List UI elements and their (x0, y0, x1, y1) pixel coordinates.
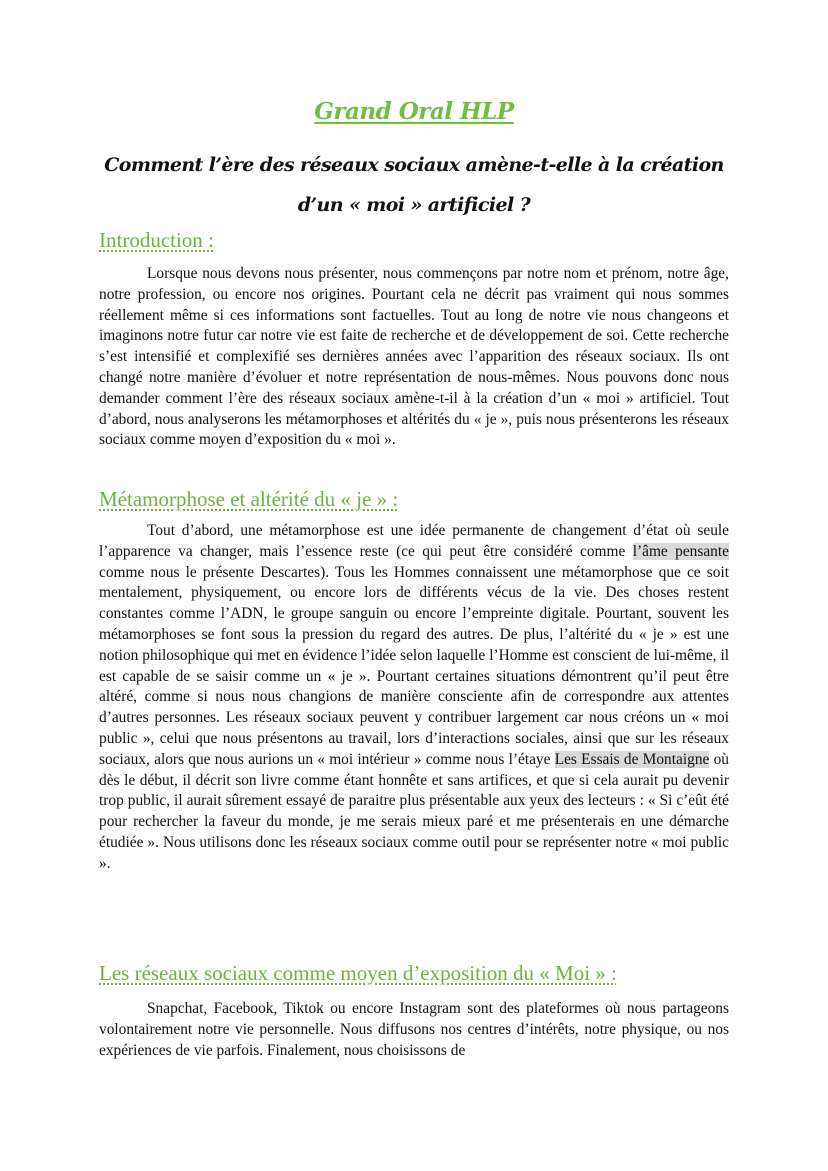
section-heading-reseaux-sociaux: Les réseaux sociaux comme moyen d’exposition du « Moi » : (99, 961, 617, 985)
problem-question: Comment l’ère des réseaux sociaux amène-t-elle à la création d’un « moi » artificiel ? (104, 154, 724, 216)
paragraph-text-part1: Tout d’abord, une métamorphose est une idée permanente de changement d’état où seule l’apparence va changer, mais l’essence reste (ce qui peut être considéré comme (99, 522, 729, 560)
paragraph-text-part2: comme nous le présente Descartes). Tous les Hommes connaissent une métamorphose que ce soit mentalement, physiquement, ou encore lors de différents vécus de la vie. Des choses restent constantes comme l’ADN, le groupe sanguin ou encore l’empreinte digitale. Pourtant, souvent les métamorphoses se font sous la pression du regard des autres. De plus, l’altérité du « je » est une notion philosophique qui met en évidence l’idée selon laquelle l’Homme est conscient de lui-même, il est capable de se saisir comme un « je ». Pourtant certaines situations démontrent qu’il peut être altéré, comme si nous nous changions de manière consciente afin de correspondre aux attentes d’autres personnes. Les réseaux sociaux peuvent y contribuer largement car nous créons un « moi public », celui que nous présentons au travail, lors d’interactions sociales, ainsi que sur les réseaux sociaux, alors que nous aurions un « moi intérieur » comme nous l’étaye (99, 563, 729, 768)
highlighted-phrase-ame-pensante: l’âme pensante (632, 542, 729, 560)
paragraph-text-part3: où dès le début, il décrit son livre comme étant honnête et sans artifices, et que si cela aurait pu devenir trop public, il aurait sûrement essayé de paraitre plus présentable aux yeux des lecteurs : « Si c’eût été pour rechercher la faveur du monde, je me serais mieux paré et me présenterais en une démarche étudiée ». Nous utilisons donc les réseaux sociaux comme outil pour se représenter notre « moi public ». (99, 750, 729, 872)
section-paragraph-metamorphose (99, 521, 729, 875)
document-title: Grand Oral HLP (314, 98, 514, 125)
section-paragraph-introduction: Lorsque nous devons nous présenter, nous commençons par notre nom et prénom, notre âge, notre profession, ou encore nos origines. Pourtant cela ne décrit pas vraiment qui nous sommes réellement même si ces informations sont factuelles. Tout au long de notre vie nous changeons et imaginons notre futur car notre vie est faite de recherche et de développement de soi. Cette recherche s’est intensifié et complexifié ses dernières années avec l’apparition des réseaux sociaux. Ils ont changé notre manière d’évoluer et notre représentation de nous-mêmes. Nous pouvons donc nous demander comment l’ère des réseaux sociaux amène-t-il à la création d’un « moi » artificiel. Tout d’abord, nous analyserons les métamorphoses et altérités du « je », puis nous présenterons les réseaux sociaux comme moyen d’exposition du « moi ». (99, 265, 729, 449)
section-heading-metamorphose: Métamorphose et altérité du « je » : (99, 487, 399, 511)
section-heading-introduction: Introduction : (99, 228, 214, 252)
section-paragraph-reseaux-sociaux: Snapchat, Facebook, Tiktok ou encore Instagram sont des plateformes où nous partageons volontairement notre vie personnelle. Nous diffusons nos centres d’intérêts, notre physique, ou nos expériences de vie parfois. Finalement, nous choisissons de (99, 1000, 729, 1059)
highlighted-phrase-essais-montaigne: Les Essais de Montaigne (554, 750, 710, 768)
